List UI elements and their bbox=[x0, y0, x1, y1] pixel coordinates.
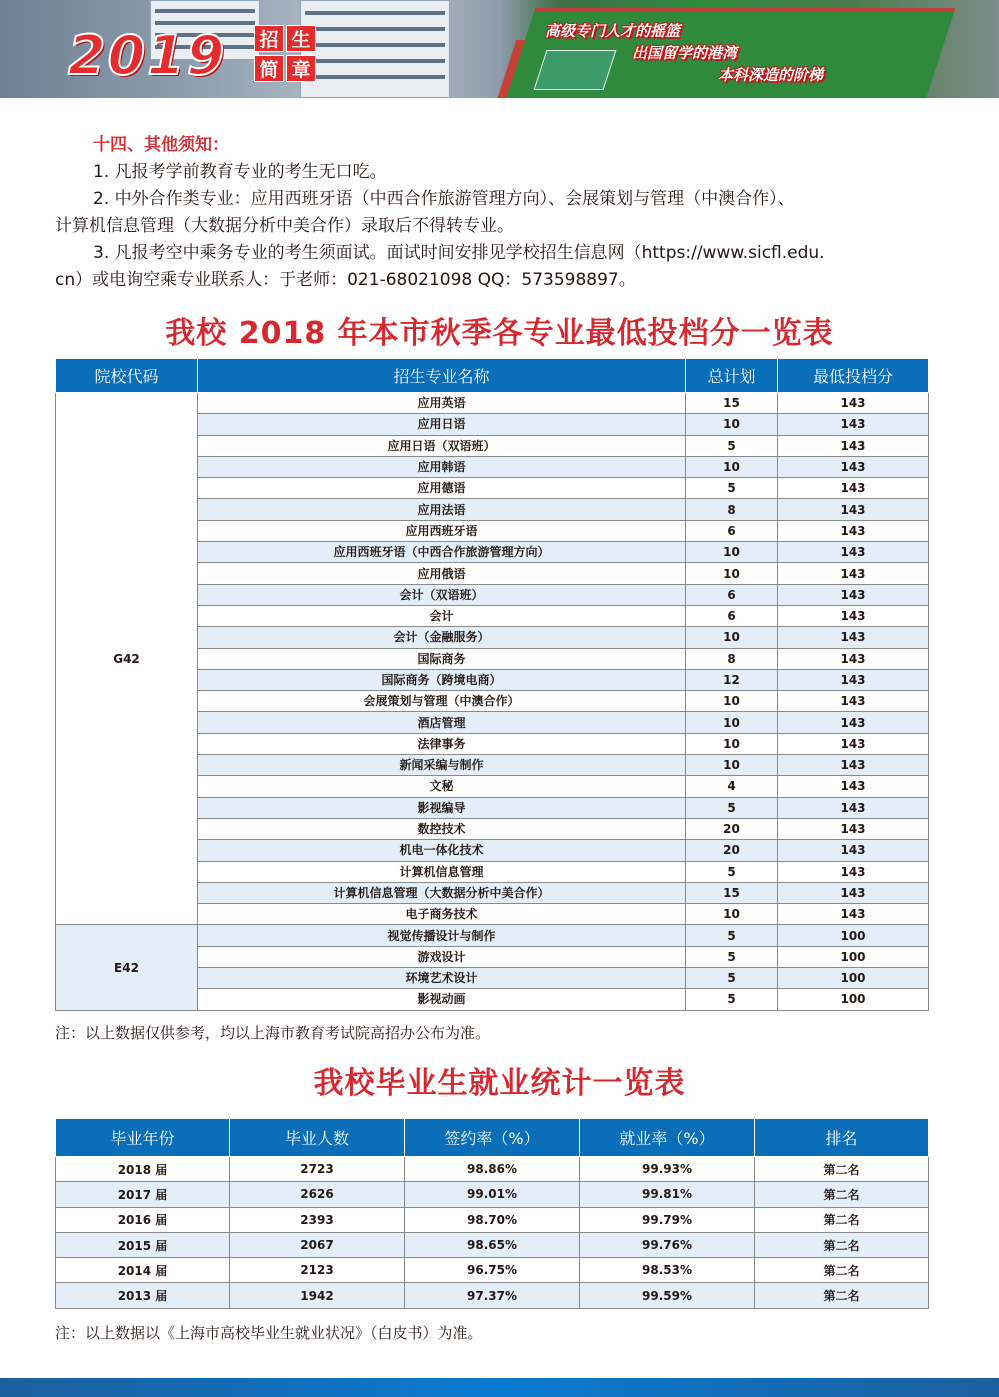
column-header: 总计划 bbox=[686, 359, 778, 393]
plan-cell: 10 bbox=[686, 733, 778, 754]
plan-cell: 10 bbox=[686, 712, 778, 733]
rank-cell: 第二名 bbox=[755, 1207, 929, 1232]
plan-cell: 20 bbox=[686, 818, 778, 839]
score-cell: 143 bbox=[778, 669, 929, 690]
scores-table-title: 我校 2018 年本市秋季各专业最低投档分一览表 bbox=[165, 316, 834, 351]
major-cell: 计算机信息管理 bbox=[198, 861, 686, 882]
score-cell: 143 bbox=[778, 584, 929, 605]
major-cell: 国际商务 bbox=[198, 648, 686, 669]
sign-cell: 99.01% bbox=[405, 1182, 580, 1207]
score-cell: 143 bbox=[778, 861, 929, 882]
rank-cell: 第二名 bbox=[755, 1283, 929, 1308]
logo-char: 简 bbox=[254, 55, 284, 82]
basketball-court-photo bbox=[534, 50, 617, 90]
major-cell: 机电一体化技术 bbox=[198, 840, 686, 861]
plan-cell: 4 bbox=[686, 776, 778, 797]
score-cell: 143 bbox=[778, 456, 929, 477]
plan-cell: 10 bbox=[686, 542, 778, 563]
note-item-continued: cn）或电询空乘专业联系人：于老师：021-68021098 QQ：573598897。 bbox=[55, 270, 636, 290]
plan-cell: 6 bbox=[686, 605, 778, 626]
major-cell: 应用西班牙语（中西合作旅游管理方向） bbox=[198, 542, 686, 563]
plan-cell: 6 bbox=[686, 520, 778, 541]
score-cell: 143 bbox=[778, 691, 929, 712]
major-cell: 应用法语 bbox=[198, 499, 686, 520]
footer-bar bbox=[0, 1378, 999, 1397]
score-cell: 143 bbox=[778, 563, 929, 584]
plan-cell: 5 bbox=[686, 861, 778, 882]
plan-cell: 5 bbox=[686, 925, 778, 946]
scores-footnote: 注：以上数据仅供参考，均以上海市教育考试院高招办公布为准。 bbox=[55, 1024, 491, 1042]
major-cell: 应用德语 bbox=[198, 478, 686, 499]
score-cell: 143 bbox=[778, 733, 929, 754]
plan-cell: 8 bbox=[686, 499, 778, 520]
plan-cell: 12 bbox=[686, 669, 778, 690]
rank-cell: 第二名 bbox=[755, 1182, 929, 1207]
emp-cell: 98.53% bbox=[580, 1258, 755, 1283]
count-cell: 2723 bbox=[230, 1157, 405, 1182]
count-cell: 2067 bbox=[230, 1232, 405, 1257]
plan-cell: 5 bbox=[686, 946, 778, 967]
column-header: 签约率（%） bbox=[405, 1119, 580, 1157]
score-cell: 143 bbox=[778, 648, 929, 669]
major-cell: 环境艺术设计 bbox=[198, 968, 686, 989]
major-cell: 应用日语 bbox=[198, 414, 686, 435]
rank-cell: 第二名 bbox=[755, 1232, 929, 1257]
slogan-line: 高级专门人才的摇篮 bbox=[545, 22, 681, 40]
table-row bbox=[56, 1157, 929, 1182]
score-cell: 143 bbox=[778, 393, 929, 414]
plan-cell: 5 bbox=[686, 435, 778, 456]
count-cell: 2123 bbox=[230, 1258, 405, 1283]
sign-cell: 98.70% bbox=[405, 1207, 580, 1232]
column-header: 招生专业名称 bbox=[198, 359, 686, 393]
score-cell: 143 bbox=[778, 520, 929, 541]
table-row bbox=[56, 393, 929, 414]
building-photo bbox=[300, 0, 450, 98]
score-cell: 143 bbox=[778, 776, 929, 797]
table-row bbox=[56, 1283, 929, 1308]
table-row bbox=[56, 1258, 929, 1283]
note-item: 3. 凡报考空中乘务专业的考生须面试。面试时间安排见学校招生信息网（https://www.sicfl.edu. bbox=[93, 243, 825, 263]
note-item: 1. 凡报考学前教育专业的考生无口吃。 bbox=[93, 162, 387, 182]
count-cell: 2626 bbox=[230, 1182, 405, 1207]
logo-char: 招 bbox=[254, 25, 284, 52]
major-cell: 影视动画 bbox=[198, 989, 686, 1010]
table-header-row bbox=[56, 1119, 929, 1157]
major-cell: 影视编导 bbox=[198, 797, 686, 818]
plan-cell: 10 bbox=[686, 414, 778, 435]
major-cell: 会计（金融服务） bbox=[198, 627, 686, 648]
sign-cell: 98.86% bbox=[405, 1157, 580, 1182]
rank-cell: 第二名 bbox=[755, 1258, 929, 1283]
plan-cell: 5 bbox=[686, 797, 778, 818]
sign-cell: 98.65% bbox=[405, 1232, 580, 1257]
emp-cell: 99.76% bbox=[580, 1232, 755, 1257]
note-item-continued: 计算机信息管理（大数据分析中美合作）录取后不得转专业。 bbox=[55, 216, 514, 236]
major-cell: 应用俄语 bbox=[198, 563, 686, 584]
major-cell: 国际商务（跨境电商） bbox=[198, 669, 686, 690]
score-cell: 143 bbox=[778, 797, 929, 818]
major-cell: 会计（双语班） bbox=[198, 584, 686, 605]
plan-cell: 10 bbox=[686, 904, 778, 925]
table-row bbox=[56, 1207, 929, 1232]
score-cell: 100 bbox=[778, 968, 929, 989]
major-cell: 应用日语（双语班） bbox=[198, 435, 686, 456]
score-cell: 143 bbox=[778, 882, 929, 903]
score-cell: 143 bbox=[778, 904, 929, 925]
column-header: 最低投档分 bbox=[778, 359, 929, 393]
major-cell: 数控技术 bbox=[198, 818, 686, 839]
plan-cell: 5 bbox=[686, 478, 778, 499]
count-cell: 1942 bbox=[230, 1283, 405, 1308]
plan-cell: 15 bbox=[686, 882, 778, 903]
score-cell: 143 bbox=[778, 818, 929, 839]
sign-cell: 97.37% bbox=[405, 1283, 580, 1308]
score-cell: 100 bbox=[778, 946, 929, 967]
year-cell: 2017 届 bbox=[56, 1182, 230, 1207]
major-cell: 新闻采编与制作 bbox=[198, 755, 686, 776]
column-header: 毕业人数 bbox=[230, 1119, 405, 1157]
logo-char: 生 bbox=[286, 25, 316, 52]
major-cell: 法律事务 bbox=[198, 733, 686, 754]
notes-heading: 十四、其他须知： bbox=[93, 135, 229, 155]
emp-cell: 99.79% bbox=[580, 1207, 755, 1232]
table-row bbox=[56, 925, 929, 946]
major-cell: 游戏设计 bbox=[198, 946, 686, 967]
header-banner bbox=[0, 0, 999, 98]
major-cell: 酒店管理 bbox=[198, 712, 686, 733]
rank-cell: 第二名 bbox=[755, 1157, 929, 1182]
school-code-cell: G42 bbox=[56, 393, 198, 925]
score-cell: 143 bbox=[778, 414, 929, 435]
plan-cell: 10 bbox=[686, 755, 778, 776]
logo-char: 章 bbox=[286, 55, 316, 82]
table-row bbox=[56, 1232, 929, 1257]
plan-cell: 10 bbox=[686, 563, 778, 584]
emp-cell: 99.81% bbox=[580, 1182, 755, 1207]
count-cell: 2393 bbox=[230, 1207, 405, 1232]
brochure-year: 2019 bbox=[68, 24, 227, 87]
major-cell: 会计 bbox=[198, 605, 686, 626]
score-cell: 100 bbox=[778, 989, 929, 1010]
major-cell: 会展策划与管理（中澳合作） bbox=[198, 691, 686, 712]
score-cell: 143 bbox=[778, 435, 929, 456]
column-header: 院校代码 bbox=[56, 359, 198, 393]
major-cell: 应用韩语 bbox=[198, 456, 686, 477]
score-cell: 143 bbox=[778, 499, 929, 520]
school-code-cell: E42 bbox=[56, 925, 198, 1010]
emp-cell: 99.93% bbox=[580, 1157, 755, 1182]
score-cell: 143 bbox=[778, 478, 929, 499]
year-cell: 2018 届 bbox=[56, 1157, 230, 1182]
table-row bbox=[56, 1182, 929, 1207]
major-cell: 应用西班牙语 bbox=[198, 520, 686, 541]
sign-cell: 96.75% bbox=[405, 1258, 580, 1283]
score-cell: 143 bbox=[778, 627, 929, 648]
plan-cell: 15 bbox=[686, 393, 778, 414]
score-cell: 143 bbox=[778, 755, 929, 776]
slogan-line: 出国留学的港湾 bbox=[632, 44, 738, 62]
employment-footnote: 注：以上数据以《上海市高校毕业生就业状况》（白皮书）为准。 bbox=[55, 1324, 483, 1342]
major-cell: 电子商务技术 bbox=[198, 904, 686, 925]
score-cell: 100 bbox=[778, 925, 929, 946]
note-item: 2. 中外合作类专业：应用西班牙语（中西合作旅游管理方向）、会展策划与管理（中澳合作）、 bbox=[93, 189, 795, 209]
year-cell: 2013 届 bbox=[56, 1283, 230, 1308]
table-header-row bbox=[56, 359, 929, 393]
plan-cell: 5 bbox=[686, 968, 778, 989]
plan-cell: 5 bbox=[686, 989, 778, 1010]
plan-cell: 10 bbox=[686, 456, 778, 477]
major-cell: 文秘 bbox=[198, 776, 686, 797]
slogan-line: 本科深造的阶梯 bbox=[718, 66, 824, 84]
emp-cell: 99.59% bbox=[580, 1283, 755, 1308]
major-cell: 应用英语 bbox=[198, 393, 686, 414]
plan-cell: 6 bbox=[686, 584, 778, 605]
year-cell: 2016 届 bbox=[56, 1207, 230, 1232]
plan-cell: 10 bbox=[686, 691, 778, 712]
other-notes bbox=[55, 132, 935, 294]
score-cell: 143 bbox=[778, 605, 929, 626]
plan-cell: 10 bbox=[686, 627, 778, 648]
score-cell: 143 bbox=[778, 542, 929, 563]
year-cell: 2014 届 bbox=[56, 1258, 230, 1283]
plan-cell: 8 bbox=[686, 648, 778, 669]
major-cell: 计算机信息管理（大数据分析中美合作） bbox=[198, 882, 686, 903]
column-header: 毕业年份 bbox=[56, 1119, 230, 1157]
score-cell: 143 bbox=[778, 840, 929, 861]
score-cell: 143 bbox=[778, 712, 929, 733]
major-cell: 视觉传播设计与制作 bbox=[198, 925, 686, 946]
employment-table-title: 我校毕业生就业统计一览表 bbox=[313, 1066, 686, 1101]
column-header: 就业率（%） bbox=[580, 1119, 755, 1157]
column-header: 排名 bbox=[755, 1119, 929, 1157]
plan-cell: 20 bbox=[686, 840, 778, 861]
year-cell: 2015 届 bbox=[56, 1232, 230, 1257]
employment-table bbox=[55, 1118, 929, 1309]
scores-table bbox=[55, 358, 929, 1011]
